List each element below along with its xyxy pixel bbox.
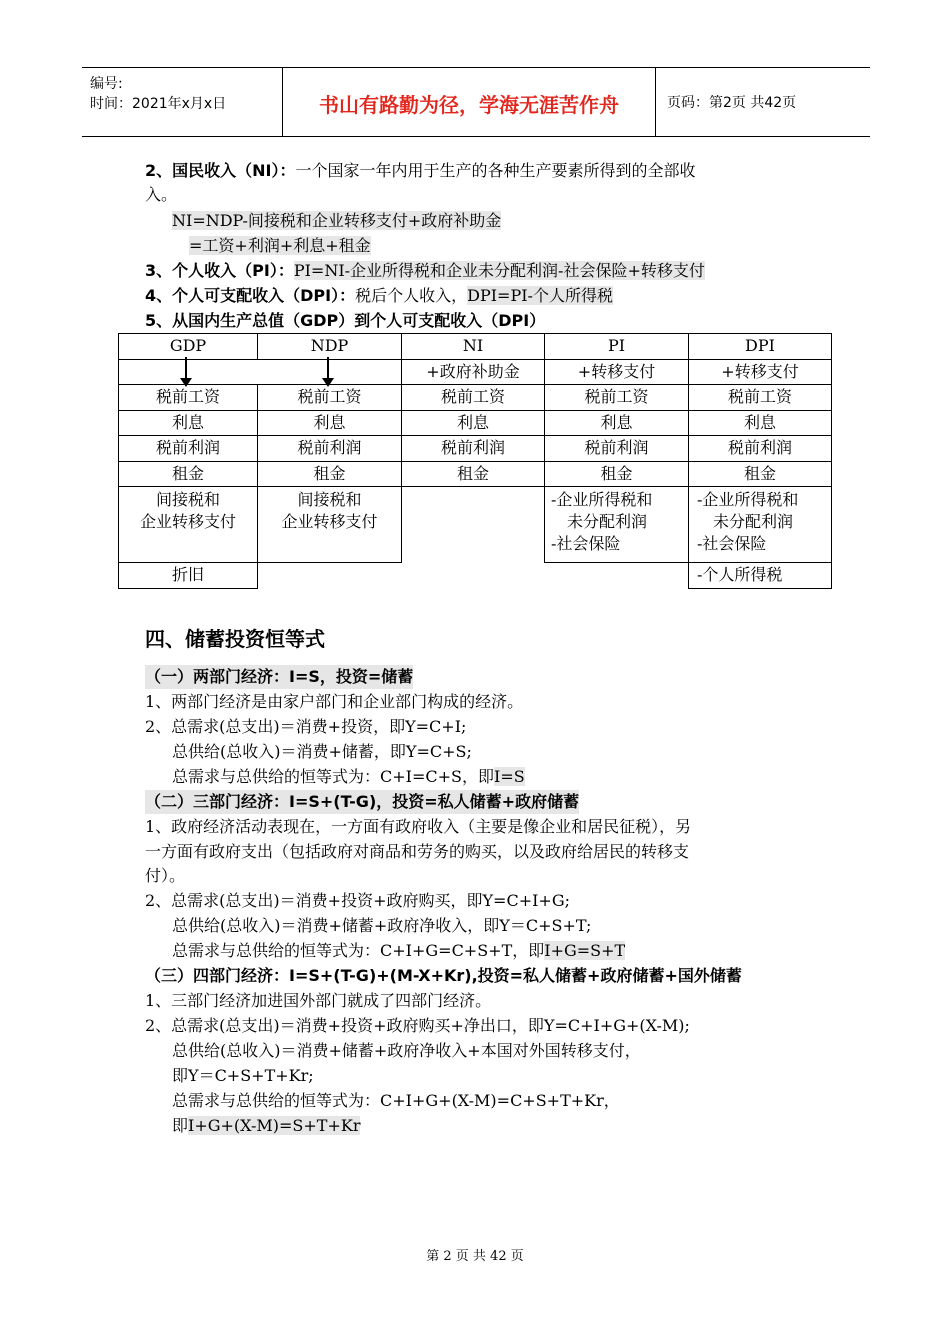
four-sector-l6-text: 即 [172, 1116, 189, 1135]
table-cell: 税前利润 [119, 436, 258, 462]
arrow-down-icon [327, 357, 329, 379]
table-cell-empty [402, 487, 545, 563]
corp-deduct-line2: 未分配利润 [567, 512, 648, 531]
table-cell: 利息 [545, 410, 689, 436]
pi-title: 3、个人收入（PI）： [145, 261, 294, 280]
two-sector-l3: 总供给(总收入)＝消费+储蓄，即Y=C+S; [172, 742, 472, 761]
col-header-pi: PI [545, 334, 689, 360]
dpi-title: 4、个人可支配收入（DPI）： [145, 286, 356, 305]
table-row-profit [119, 436, 832, 462]
indirect-tax-line1: 间接税和 [155, 490, 220, 509]
table-cell: 税前利润 [689, 436, 832, 462]
table-row-final [119, 563, 832, 589]
col-header-ni: NI [402, 334, 545, 360]
indirect-tax-line2: 企业转移支付 [139, 512, 236, 531]
arrow-down-icon [185, 357, 187, 379]
table-cell: 租金 [689, 461, 832, 487]
ni-formula1: NI=NDP-间接税和企业转移支付+政府补助金 [172, 211, 502, 230]
table-header-row [119, 334, 832, 360]
part4-title: 四、储蓄投资恒等式 [145, 627, 325, 651]
dpi-formula: DPI=PI-个人所得税 [467, 286, 613, 305]
income-table [118, 333, 832, 589]
three-sector-l4: 2、总需求(总支出)＝消费+投资+政府购买，即Y=C+I+G; [145, 891, 570, 910]
header-page-info: 页码：第2页 共42页 [667, 95, 797, 111]
corp-deduct-line3: -社会保险 [551, 534, 621, 553]
table-cell: +转移支付 [689, 359, 832, 385]
header-divider [655, 68, 656, 136]
three-sector-l5: 总供给(总收入)＝消费+储蓄+政府净收入，即Y＝C+S+T; [172, 916, 592, 935]
number-label: 编号: [90, 76, 123, 92]
two-sector-title: （一）两部门经济：I=S，投资=储蓄 [145, 665, 413, 689]
four-sector-l4: 即Y＝C+S+T+Kr; [172, 1066, 314, 1085]
two-sector-l2: 2、总需求(总支出)＝消费+投资，即Y=C+I; [145, 717, 467, 736]
table-cell: 租金 [258, 461, 402, 487]
page-header [82, 67, 870, 137]
corp-deduct-line3: -社会保险 [697, 534, 767, 553]
ni-text1: 一个国家一年内用于生产的各种生产要素所得到的全部收 [295, 161, 696, 180]
ni-formula-line1 [172, 209, 501, 233]
table-cell: +政府补助金 [402, 359, 545, 385]
ni-text2: 入。 [145, 185, 178, 204]
table-cell-empty [402, 563, 545, 589]
table-row-wage [119, 385, 832, 411]
corp-deduct-line1: -企业所得税和 [551, 490, 653, 509]
table-cell: +转移支付 [545, 359, 689, 385]
three-sector-title: （二）三部门经济：I=S+(T-G)，投资=私人储蓄+政府储蓄 [145, 790, 579, 814]
table-cell-corp-deduct-pi [545, 487, 689, 563]
table-row-plus [119, 359, 832, 385]
header-motto: 书山有路勤为径，学海无涯苦作舟 [319, 92, 619, 117]
dpi-text: 税后个人收入， [355, 286, 468, 305]
two-sector-identity: I=S [494, 767, 525, 786]
table-cell-corp-deduct-dpi [689, 487, 832, 563]
table-cell: 租金 [119, 461, 258, 487]
table-row-interest [119, 410, 832, 436]
table-cell: 利息 [402, 410, 545, 436]
three-sector-l3: 付）。 [145, 866, 186, 885]
four-sector-l5: 总需求与总供给的恒等式为：C+I+G+(X-M)=C+S+T+Kr， [172, 1091, 620, 1110]
table-cell-indirect-tax-ndp [258, 487, 402, 563]
table-cell-indirect-tax-gdp [119, 487, 258, 563]
table-row-rent [119, 461, 832, 487]
table-cell-personal-tax: -个人所得税 [689, 563, 832, 589]
table-cell: 税前利润 [545, 436, 689, 462]
table-cell: 利息 [119, 410, 258, 436]
three-sector-identity: I+G=S+T [544, 941, 626, 960]
page-footer: 第 2 页 共 42 页 [426, 1249, 524, 1264]
table-section-title: 5、从国内生产总值（GDP）到个人可支配收入（DPI） [145, 311, 546, 330]
dpi-line [145, 284, 613, 308]
table-cell: 租金 [402, 461, 545, 487]
pi-formula: PI=NI-企业所得税和企业未分配利润-社会保险+转移支付 [293, 261, 705, 280]
table-cell: 利息 [258, 410, 402, 436]
two-sector-l4-text: 总需求与总供给的恒等式为：C+I=C+S，即 [172, 767, 494, 786]
table-cell: 税前利润 [258, 436, 402, 462]
table-cell-depreciation: 折旧 [119, 563, 258, 589]
corp-deduct-line2: 未分配利润 [713, 512, 794, 531]
four-sector-l2: 2、总需求(总支出)＝消费+投资+政府购买+净出口，即Y=C+I+G+(X-M); [145, 1016, 690, 1035]
header-left [90, 74, 226, 114]
indirect-tax-line1: 间接税和 [297, 490, 362, 509]
three-sector-l2: 一方面有政府支出（包括政府对商品和劳务的购买，以及政府给居民的转移支 [145, 842, 690, 861]
ni-formula-line2 [189, 234, 371, 258]
col-header-ndp: NDP [258, 334, 402, 360]
table-cell: 税前工资 [402, 385, 545, 411]
table-cell: 利息 [689, 410, 832, 436]
col-header-gdp: GDP [119, 334, 258, 360]
table-cell: 税前工资 [689, 385, 832, 411]
table-cell: 税前工资 [119, 385, 258, 411]
table-cell: 税前工资 [545, 385, 689, 411]
ni-line [145, 159, 696, 183]
three-sector-l6 [172, 939, 625, 963]
three-sector-l6-text: 总需求与总供给的恒等式为：C+I+G=C+S+T，即 [172, 941, 545, 960]
pi-line [145, 259, 705, 283]
corp-deduct-line1: -企业所得税和 [697, 490, 799, 509]
indirect-tax-line2: 企业转移支付 [281, 512, 378, 531]
two-sector-l4 [172, 765, 525, 789]
four-sector-l1: 1、三部门经济加进国外部门就成了四部门经济。 [145, 991, 492, 1010]
table-cell-empty [258, 563, 402, 589]
three-sector-l1: 1、政府经济活动表现在，一方面有政府收入（主要是像企业和居民征税），另 [145, 817, 692, 836]
four-sector-identity: I+G+(X-M)=S+T+Kr [188, 1116, 361, 1135]
table-row-deductions [119, 487, 832, 563]
table-cell-empty [545, 563, 689, 589]
two-sector-l1: 1、两部门经济是由家户部门和企业部门构成的经济。 [145, 692, 524, 711]
table-cell: 税前利润 [402, 436, 545, 462]
table-cell: 租金 [545, 461, 689, 487]
four-sector-title: （三）四部门经济：I=S+(T-G)+(M-X+Kr),投资=私人储蓄+政府储蓄+国外储蓄 [145, 966, 742, 985]
ni-title: 2、国民收入（NI）： [145, 161, 296, 180]
col-header-dpi: DPI [689, 334, 832, 360]
four-sector-l3: 总供给(总收入)＝消费+储蓄+政府净收入+本国对外国转移支付， [172, 1041, 641, 1060]
time-label: 时间：2021年x月x日 [90, 96, 227, 112]
ni-formula2: =工资+利润+利息+租金 [189, 236, 371, 255]
four-sector-l6 [172, 1114, 360, 1138]
table-cell: 税前工资 [258, 385, 402, 411]
